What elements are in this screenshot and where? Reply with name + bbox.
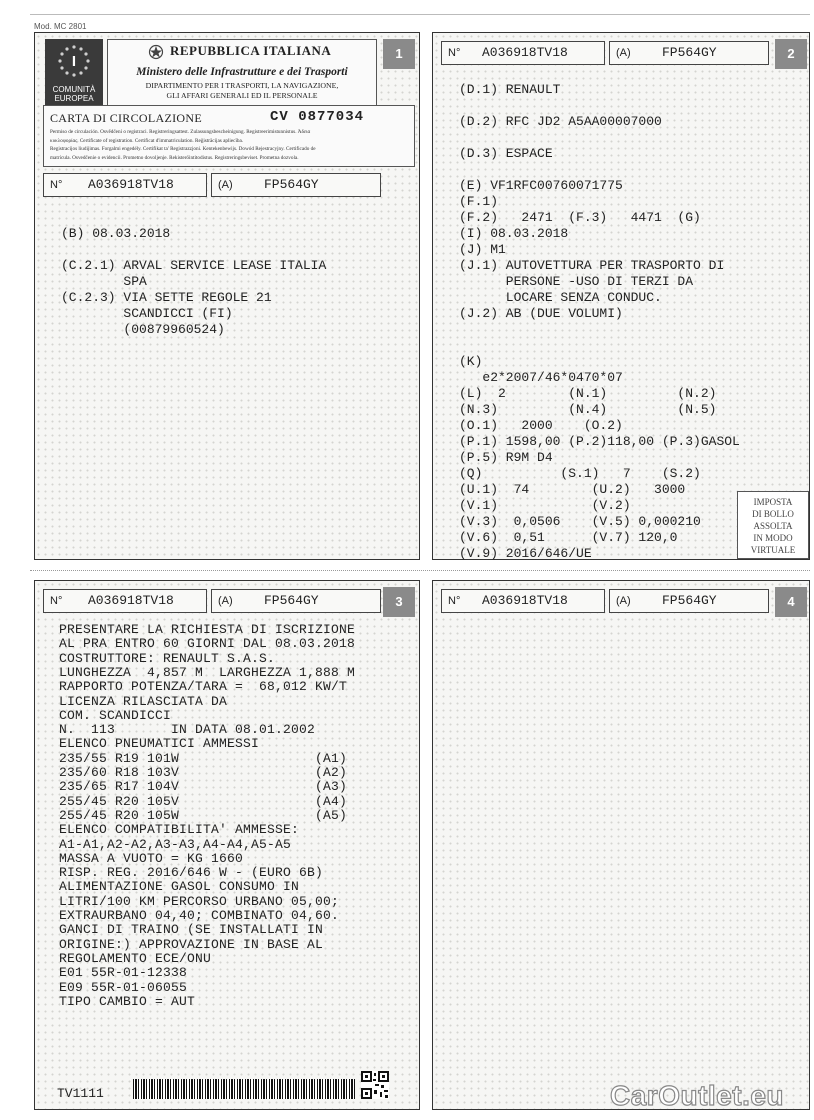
carta-box: [43, 105, 415, 167]
eu-country-code: I: [71, 53, 77, 70]
note-line: LITRI/100 KM PERCORSO URBANO 05,00;: [59, 893, 340, 909]
note-line: REGOLAMENTO ECE/ONU: [59, 950, 212, 966]
field-f1: (F.1): [459, 194, 499, 209]
field-j2: (J.2) AB (DUE VOLUMI): [459, 306, 623, 321]
field-j: (J) M1: [459, 242, 506, 257]
emblem-icon: [148, 44, 164, 60]
a-value: FP564GY: [264, 177, 319, 192]
field-o1: (O.1) 2000 (O.2): [459, 418, 623, 433]
middle-divider: [30, 570, 810, 571]
field-e: (E) VF1RFC00760071775: [459, 178, 623, 193]
carta-label: CARTA DI CIRCOLAZIONE: [50, 111, 202, 125]
panel-number-2: 2: [775, 39, 807, 69]
note-line: N. 113 IN DATA 08.01.2002: [59, 722, 316, 738]
a-value: FP564GY: [662, 45, 717, 60]
note-line: COSTRUTTORE: RENAULT S.A.S.: [59, 650, 276, 666]
note-line: 235/65 R17 104V (A3): [59, 779, 348, 795]
multilang-text: [50, 128, 410, 162]
document-number-box: [43, 173, 207, 197]
field-c23-line-3: (00879960524): [61, 322, 225, 337]
note-line: AL PRA ENTRO 60 GIORNI DAL 08.03.2018: [59, 636, 356, 652]
multilang-line-3: Registracijos liudijimas. Forgalmi engedély. Certifikat ta' Registrazzjoni. Kentekenbewijs. Dowód Rejestracyjny. Certificado de: [50, 146, 316, 153]
note-line: LICENZA RILASCIATA DA: [59, 693, 228, 709]
eu-label-2: EUROPEA: [54, 94, 94, 103]
plate-box: [609, 41, 769, 65]
n-value: A036918TV18: [88, 177, 174, 192]
field-v3: (V.3) 0,0506 (V.5) 0,000210: [459, 514, 701, 529]
field-d2: (D.2) RFC JD2 A5AA00007000: [459, 114, 662, 129]
panel-number-3: 3: [383, 587, 415, 617]
stamp-line-4: IN MODO: [753, 533, 793, 543]
field-b: (B) 08.03.2018: [61, 226, 171, 241]
qr-code-icon: [361, 1071, 389, 1099]
n-label: N°: [448, 47, 461, 59]
note-line: ELENCO COMPATIBILITA' AMMESSE:: [59, 822, 300, 838]
republic-title: REPUBBLICA ITALIANA: [170, 43, 332, 58]
eu-label-1: COMUNITÀ: [52, 85, 96, 94]
field-v6: (V.6) 0,51 (V.7) 120,0: [459, 530, 678, 545]
field-k: (K): [459, 354, 483, 369]
field-d1: (D.1) RENAULT: [459, 82, 561, 97]
note-line: E09 55R-01-06055: [59, 979, 188, 995]
stamp-line-3: ASSOLTA: [753, 521, 793, 531]
department-line-2: GLI AFFARI GENERALI ED IL PERSONALE: [166, 91, 318, 100]
form-code: Mod. MC 2801: [34, 22, 87, 31]
field-c21-line-2: SPA: [61, 274, 147, 289]
field-l: (L) 2 (N.1) (N.2): [459, 386, 717, 401]
note-line: E01 55R-01-12338: [59, 965, 188, 981]
field-c23-line-1: (C.2.3) VIA SETTE REGOLE 21: [61, 290, 272, 305]
n-value: A036918TV18: [482, 593, 568, 608]
field-j1-line-2: PERSONE -USO DI TERZI DA: [459, 274, 694, 289]
field-c21-line-1: (C.2.1) ARVAL SERVICE LEASE ITALIA: [61, 258, 327, 273]
stamp-line-5: VIRTUALE: [750, 545, 796, 555]
a-label: (A): [616, 595, 631, 607]
field-i: (I) 08.03.2018: [459, 226, 569, 241]
a-label: (A): [218, 179, 233, 191]
field-p1: (P.1) 1598,00 (P.2)118,00 (P.3)GASOL: [459, 434, 740, 449]
note-line: TIPO CAMBIO = AUT: [59, 993, 196, 1009]
panel-number-1: 1: [383, 39, 415, 69]
field-u1: (U.1) 74 (U.2) 3000: [459, 482, 686, 497]
a-value: FP564GY: [662, 593, 717, 608]
n-label: N°: [50, 179, 63, 191]
field-q: (Q) (S.1) 7 (S.2): [459, 466, 701, 481]
plate-box: [211, 173, 381, 197]
document-number-box: [43, 589, 207, 613]
stamp-line-1: IMPOSTA: [753, 497, 793, 507]
n-label: N°: [50, 595, 63, 607]
note-line: ELENCO PNEUMATICI AMMESSI: [59, 736, 260, 752]
plate-box: [211, 589, 381, 613]
watermark: CarOutlet.eu: [610, 1080, 785, 1111]
department-line-1: DIPARTIMENTO PER I TRASPORTI, LA NAVIGAZIONE,: [145, 81, 339, 90]
field-k-value: e2*2007/46*0470*07: [459, 370, 623, 385]
n-value: A036918TV18: [88, 593, 174, 608]
field-v1: (V.1) (V.2): [459, 498, 631, 513]
note-line: 255/45 R20 105W (A5): [59, 807, 348, 823]
cv-number: CV 0877034: [270, 109, 365, 125]
bollo-stamp: [737, 491, 809, 559]
footer-code: TV1111: [57, 1086, 104, 1101]
multilang-line-1: Permiso de circulación. Osvědčení o registraci. Registreringsattest. Zulassungsbescheinigung. Registreerimistunnistus. Άδεια: [50, 129, 311, 135]
note-line: EXTRAURBANO 04,40; COMBINATO 04,60.: [59, 908, 340, 923]
field-c23-line-2: SCANDICCI (FI): [61, 306, 233, 321]
multilang-line-4: matrícula. Osvedčenie o evidencii. Prometno dovoljenje. Rekisteröintitodistus. Registreringsbeviset. Prometna dozvola.: [50, 154, 299, 161]
barcode: [133, 1079, 355, 1099]
ministry-title: Ministero delle Infrastrutture e dei Trasporti: [136, 66, 348, 78]
note-line: PRESENTARE LA RICHIESTA DI ISCRIZIONE: [59, 622, 356, 637]
panel-number-4: 4: [775, 587, 807, 617]
multilang-line-2: κυκλοφορίας. Certificate of registration. Certificat d'immatriculation. Reģistrācijas apliecība.: [50, 137, 244, 144]
field-j1-line-1: (J.1) AUTOVETTURA PER TRASPORTO DI: [459, 258, 725, 273]
a-label: (A): [616, 47, 631, 59]
field-n3: (N.3) (N.4) (N.5): [459, 402, 717, 417]
republic-header: [107, 39, 377, 107]
field-p5: (P.5) R9M D4: [459, 450, 553, 465]
eu-flag: [45, 39, 103, 105]
note-line: 255/45 R20 105V (A4): [59, 793, 348, 809]
note-line: RAPPORTO POTENZA/TARA = 68,012 KW/T: [59, 679, 348, 695]
note-line: MASSA A VUOTO = KG 1660: [59, 850, 244, 866]
field-f2: (F.2) 2471 (F.3) 4471 (G): [459, 210, 701, 225]
note-line: A1-A1,A2-A2,A3-A3,A4-A4,A5-A5: [59, 836, 292, 852]
document-number-box: [441, 41, 605, 65]
panel-1: [34, 32, 420, 560]
panel-3: [34, 580, 420, 1110]
note-line: 235/60 R18 103V (A2): [59, 765, 348, 780]
n-label: N°: [448, 595, 461, 607]
a-value: FP564GY: [264, 593, 319, 608]
note-line: 235/55 R19 101W (A1): [59, 750, 348, 766]
document-number-box: [441, 589, 605, 613]
stamp-line-2: DI BOLLO: [752, 509, 794, 519]
top-rule: [30, 14, 810, 15]
note-line: COM. SCANDICCI: [59, 707, 172, 723]
a-label: (A): [218, 595, 233, 607]
note-line: ALIMENTAZIONE GASOL CONSUMO IN: [59, 879, 300, 895]
note-line: ORIGINE:) APPROVAZIONE IN BASE AL: [59, 936, 324, 952]
n-value: A036918TV18: [482, 45, 568, 60]
panel-4: [432, 580, 810, 1110]
note-line: GANCI DI TRAINO (SE INSTALLATI IN: [59, 922, 324, 938]
field-j1-line-3: LOCARE SENZA CONDUC.: [459, 290, 662, 305]
panel-2: [432, 32, 810, 560]
plate-box: [609, 589, 769, 613]
field-d3: (D.3) ESPACE: [459, 146, 553, 161]
note-line: LUNGHEZZA 4,857 M LARGHEZZA 1,888 M: [59, 664, 356, 680]
field-v9: (V.9) 2016/646/UE: [459, 546, 592, 561]
note-line: RISP. REG. 2016/646 W - (EURO 6B): [59, 865, 324, 881]
